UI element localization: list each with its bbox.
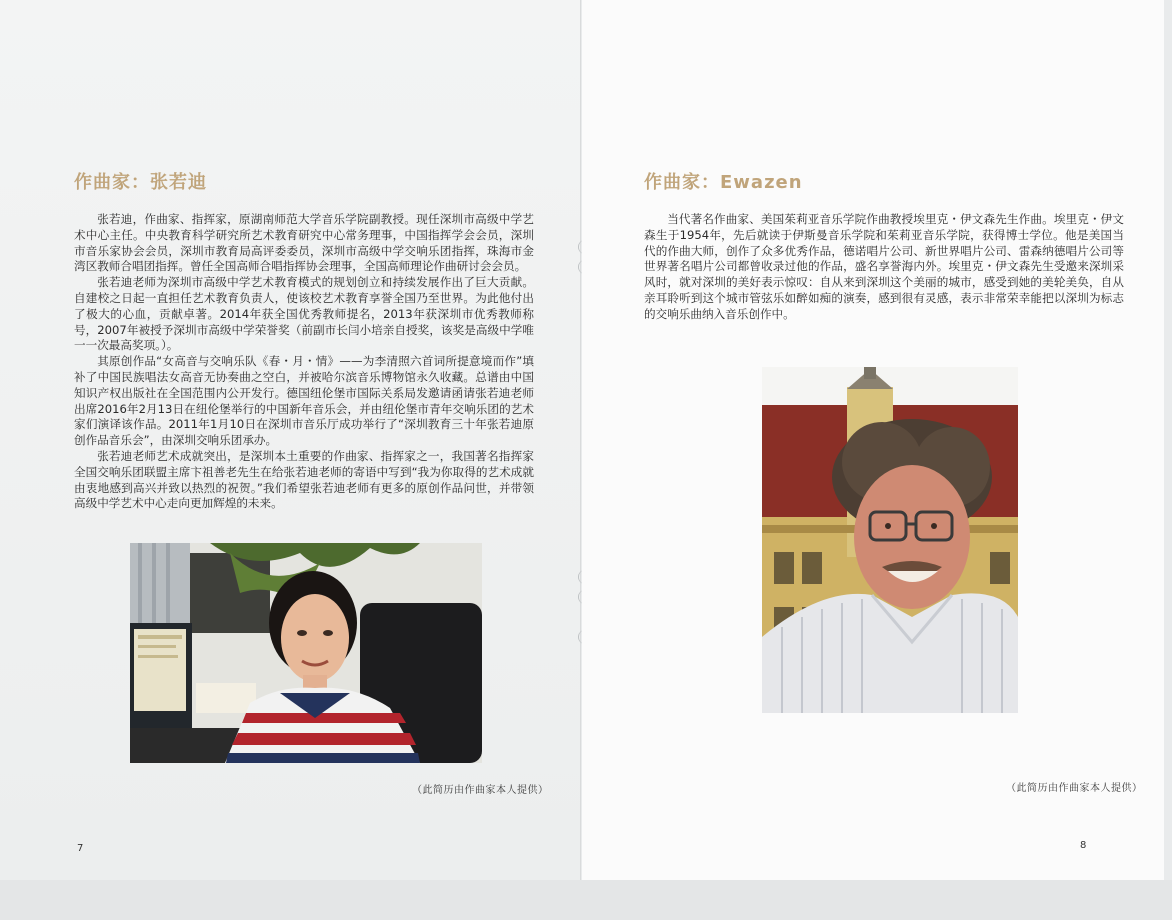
- right-page-caption: （此简历由作曲家本人提供）: [1006, 783, 1143, 794]
- left-page-heading: 作曲家：张若迪: [74, 172, 207, 193]
- composer-ewazen-photo: [762, 367, 1018, 713]
- left-paragraph-1: 张若迪，作曲家、指挥家，原湖南师范大学音乐学院副教授。现任深圳市高级中学艺术中心主任。中央教育科学研究所艺术教育研究中心常务理事，中国指挥学会会员，深圳市音乐家协会会员，深圳市教育局高评委委员，深圳市高级中学交响乐团指挥，珠海市金湾区教师合唱团指挥。曾任全国高师合唱指挥协会理事，全国高师理论作曲研讨会会员。: [74, 212, 534, 274]
- right-page: [582, 0, 1164, 880]
- left-page-body: [74, 212, 534, 512]
- right-paragraph-1: 当代著名作曲家、美国茱莉亚音乐学院作曲教授埃里克・伊文森先生作曲。埃里克・伊文森生于1954年，先后就读于伊斯曼音乐学院和茱莉亚音乐学院，获得博士学位。他是美国当代的作曲大师，创作了众多优秀作品，德诺唱片公司、新世界唱片公司、雷森纳德唱片公司等世界著名唱片公司都曾收录过他的作品，盛名享誉海内外。埃里克・伊文森先生受邀来深圳采风时，就对深圳的美好表示惊叹：自从来到深圳这个美丽的城市，感受到她的美轮美奂，自从亲耳聆听到这个城市管弦乐如醉如痴的演奏，感到很有灵感，表示非常荣幸能把以深圳为标志的交响乐曲纳入音乐创作中。: [644, 212, 1124, 321]
- scan-bottom-edge: [0, 880, 1172, 920]
- left-paragraph-2: 张若迪老师为深圳市高级中学艺术教育模式的规划创立和持续发展作出了巨大贡献。自建校之日起一直担任艺术教育负责人，使该校艺术教育享誉全国乃至世界。为此他付出了极大的心血，贡献卓著。2014年获全国优秀教师提名，2013年获深圳市优秀教师称号，2007年被授予深圳市高级中学荣誉奖（前副市长闫小培亲自授奖，该奖是高级中学唯一一次最高奖项。）。: [74, 275, 534, 353]
- composer-zhang-photo: [130, 543, 482, 763]
- right-page-heading: 作曲家：Ewazen: [644, 172, 803, 193]
- left-paragraph-4: 张若迪老师艺术成就突出，是深圳本土重要的作曲家、指挥家之一，我国著名指挥家全国交响乐团联盟主席卞祖善老先生在给张若迪老师的寄语中写到“我为你取得的艺术成就由衷地感到高兴并致以热烈的祝贺。”我们希望张若迪老师有更多的原创作品问世，并带领高级中学艺术中心走向更加辉煌的未来。: [74, 448, 534, 511]
- left-page-number: 7: [77, 843, 84, 854]
- right-page-number: 8: [1080, 840, 1087, 851]
- left-page-caption: （此简历由作曲家本人提供）: [412, 785, 549, 796]
- left-paragraph-3: 其原创作品“女高音与交响乐队《春・月・情》——为李清照六首词所提意境而作”填补了中国民族唱法女高音无协奏曲之空白，并被哈尔滨音乐博物馆永久收藏。总谱由中国知识产权出版社在全国范围内公开发行。德国纽伦堡市国际关系局发邀请函请张若迪老师出席2016年2月13日在纽伦堡举行的中国新年音乐会，并由纽伦堡市青年交响乐团的艺术家们演译该作品。2011年1月10日在深圳市音乐厅成功举行了“深圳教育三十年张若迪原创作品音乐会”，由深圳交响乐团承办。: [74, 354, 534, 448]
- right-page-body: [644, 212, 1124, 323]
- left-page: [0, 0, 581, 880]
